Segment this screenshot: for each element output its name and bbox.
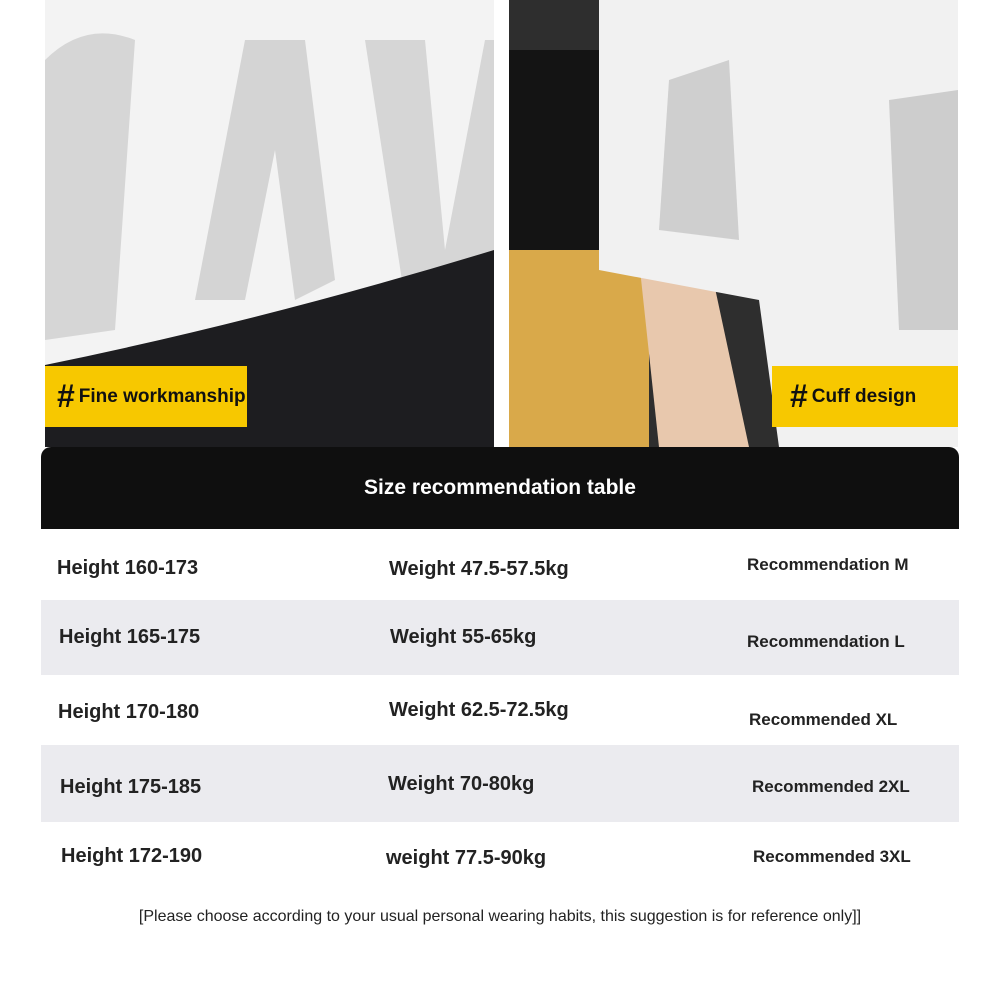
recommendation-cell: Recommendation L <box>747 632 905 651</box>
height-cell: Height 172-190 <box>61 845 203 867</box>
size-table-header: Size recommendation table <box>41 447 959 529</box>
weight-cell: weight 77.5-90kg <box>386 847 547 869</box>
weight-cell: Weight 62.5-72.5kg <box>389 699 569 721</box>
table-row <box>41 745 959 822</box>
tag-cuff-design <box>772 366 958 427</box>
recommendation-cell: Recommended 3XL <box>753 847 911 866</box>
recommendation-cell: Recommendation M <box>747 555 909 574</box>
tag-label: Fine workmanship <box>78 385 246 407</box>
photo-cuff-design <box>509 0 958 447</box>
height-cell: Height 175-185 <box>60 776 202 798</box>
photo-fine-workmanship <box>45 0 494 447</box>
recommendation-cell: Recommended XL <box>749 710 898 729</box>
table-row <box>41 530 959 600</box>
table-row <box>41 822 959 892</box>
tag-label: Cuff design <box>811 385 917 407</box>
table-row <box>41 600 959 675</box>
height-cell: Height 170-180 <box>58 701 200 723</box>
weight-cell: Weight 47.5-57.5kg <box>389 558 569 580</box>
weight-cell: Weight 70-80kg <box>388 773 535 795</box>
height-cell: Height 165-175 <box>59 626 201 648</box>
hash-icon: # <box>790 378 808 414</box>
tag-fine-workmanship <box>45 366 247 427</box>
recommendation-cell: Recommended 2XL <box>752 777 910 796</box>
height-cell: Height 160-173 <box>57 557 199 579</box>
weight-cell: Weight 55-65kg <box>390 626 537 648</box>
reference-note: [Please choose according to your usual personal wearing habits, this suggestion is for reference only]] <box>138 908 862 925</box>
hash-icon: # <box>57 378 75 414</box>
table-row <box>41 675 959 745</box>
